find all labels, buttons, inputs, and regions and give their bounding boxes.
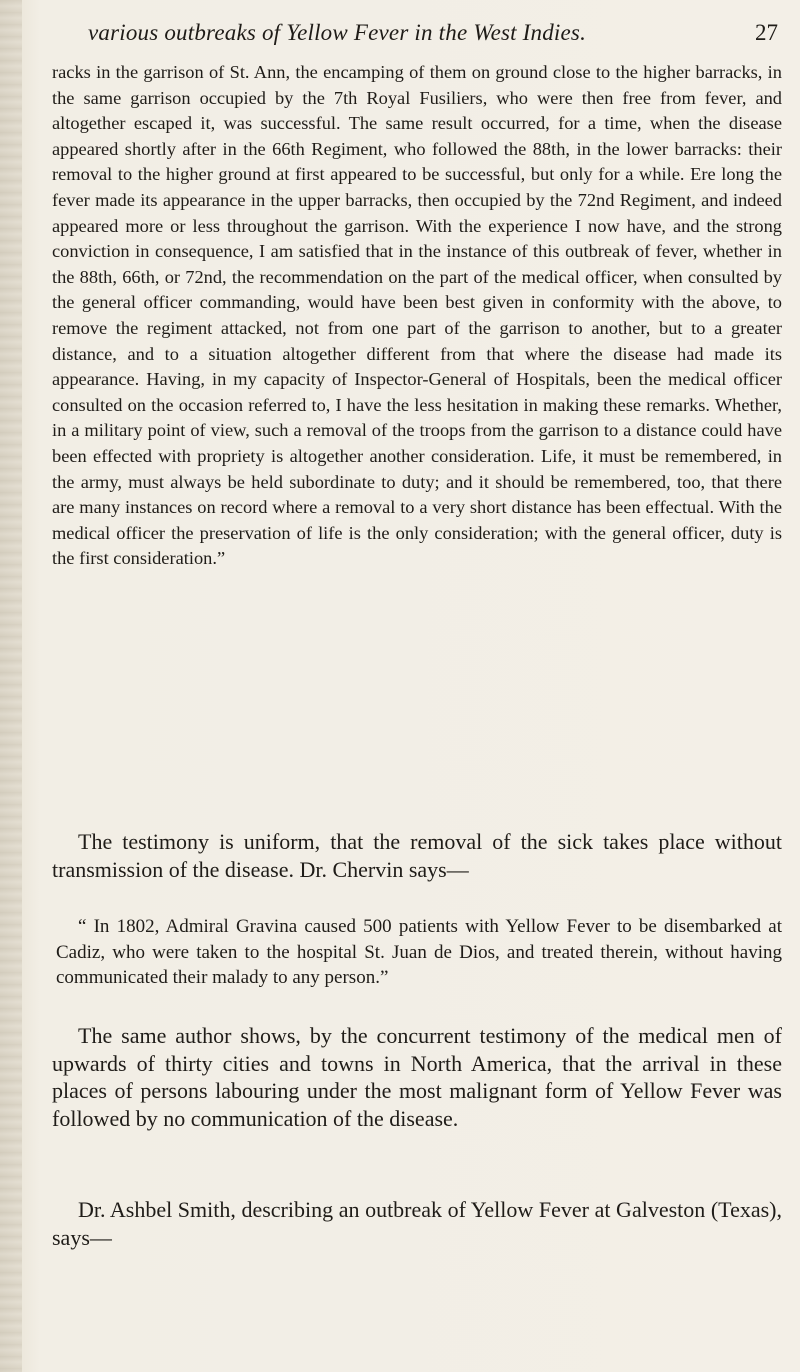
- paragraph-testimony-text: The testimony is uniform, that the removal of the sick takes place without transmission of the disease. Dr. Chervin says—: [52, 829, 782, 882]
- page-header: [88, 18, 778, 58]
- paragraph-same-author: [52, 1022, 782, 1132]
- paragraph-ashbel-smith: [52, 1196, 782, 1251]
- paragraph-testimony: [52, 828, 782, 883]
- quoted-passage-text: racks in the garrison of St. Ann, the encamping of them on ground close to the higher barracks, in the same garrison occupied by the 7th Royal Fusiliers, who were then free from fever, and altogether escaped it, was successful. The same result occurred, for a time, when the disease appeared shortly after in the 66th Regiment, who followed the 88th, in the lower barracks: their removal to the higher ground at first appeared to be successful, but only for a while. Ere long the fever made its appearance in the upper barracks, then occupied by the 72nd Regiment, and indeed appeared more or less throughout the garrison. With the experience I now have, and the strong conviction in consequence, I am satisfied that in the instance of this outbreak of fever, whether in the 88th, 66th, or 72nd, the recommendation on the part of the medical officer, when consulted by the general officer commanding, would have been best given in conformity with the above, to remove the regiment attacked, not from one part of the garrison to another, but to a greater distance, and to a situation altogether different from that where the disease had made its appearance. Having, in my capacity of Inspector-General of Hospitals, been the medical officer consulted on the occasion referred to, I have the less hesitation in making these remarks. Whether, in a military point of view, such a removal of the troops from the garrison to a distance could have been effected with propriety is altogether another consideration. Life, it must be remembered, in the army, must always be held subordinate to duty; and it should be remembered, too, that there are many instances on record where a removal to a very short distance has been effectual. With the medical officer the preservation of life is the only consideration; with the general officer, duty is the first consideration.”: [52, 62, 782, 569]
- binding-gutter: [0, 0, 22, 1372]
- paragraph-ashbel-smith-text: Dr. Ashbel Smith, describing an outbreak of Yellow Fever at Galveston (Texas), says—: [52, 1197, 782, 1250]
- running-title: various outbreaks of Yellow Fever in the West Indies.: [88, 20, 587, 45]
- chervin-quote: [56, 914, 782, 991]
- paragraph-same-author-text: The same author shows, by the concurrent testimony of the medical men of upwards of thirty cities and towns in North America, that the arrival in these places of persons labouring under the most malignant form of Yellow Fever was followed by no communication of the disease.: [52, 1023, 782, 1131]
- quoted-passage: [52, 60, 782, 572]
- page-number: 27: [755, 20, 778, 45]
- chervin-quote-text: “ In 1802, Admiral Gravina caused 500 patients with Yellow Fever to be disembarked at Cadiz, who were taken to the hospital St. Juan de Dios, and treated therein, without having communicated their malady to any person.”: [56, 916, 782, 988]
